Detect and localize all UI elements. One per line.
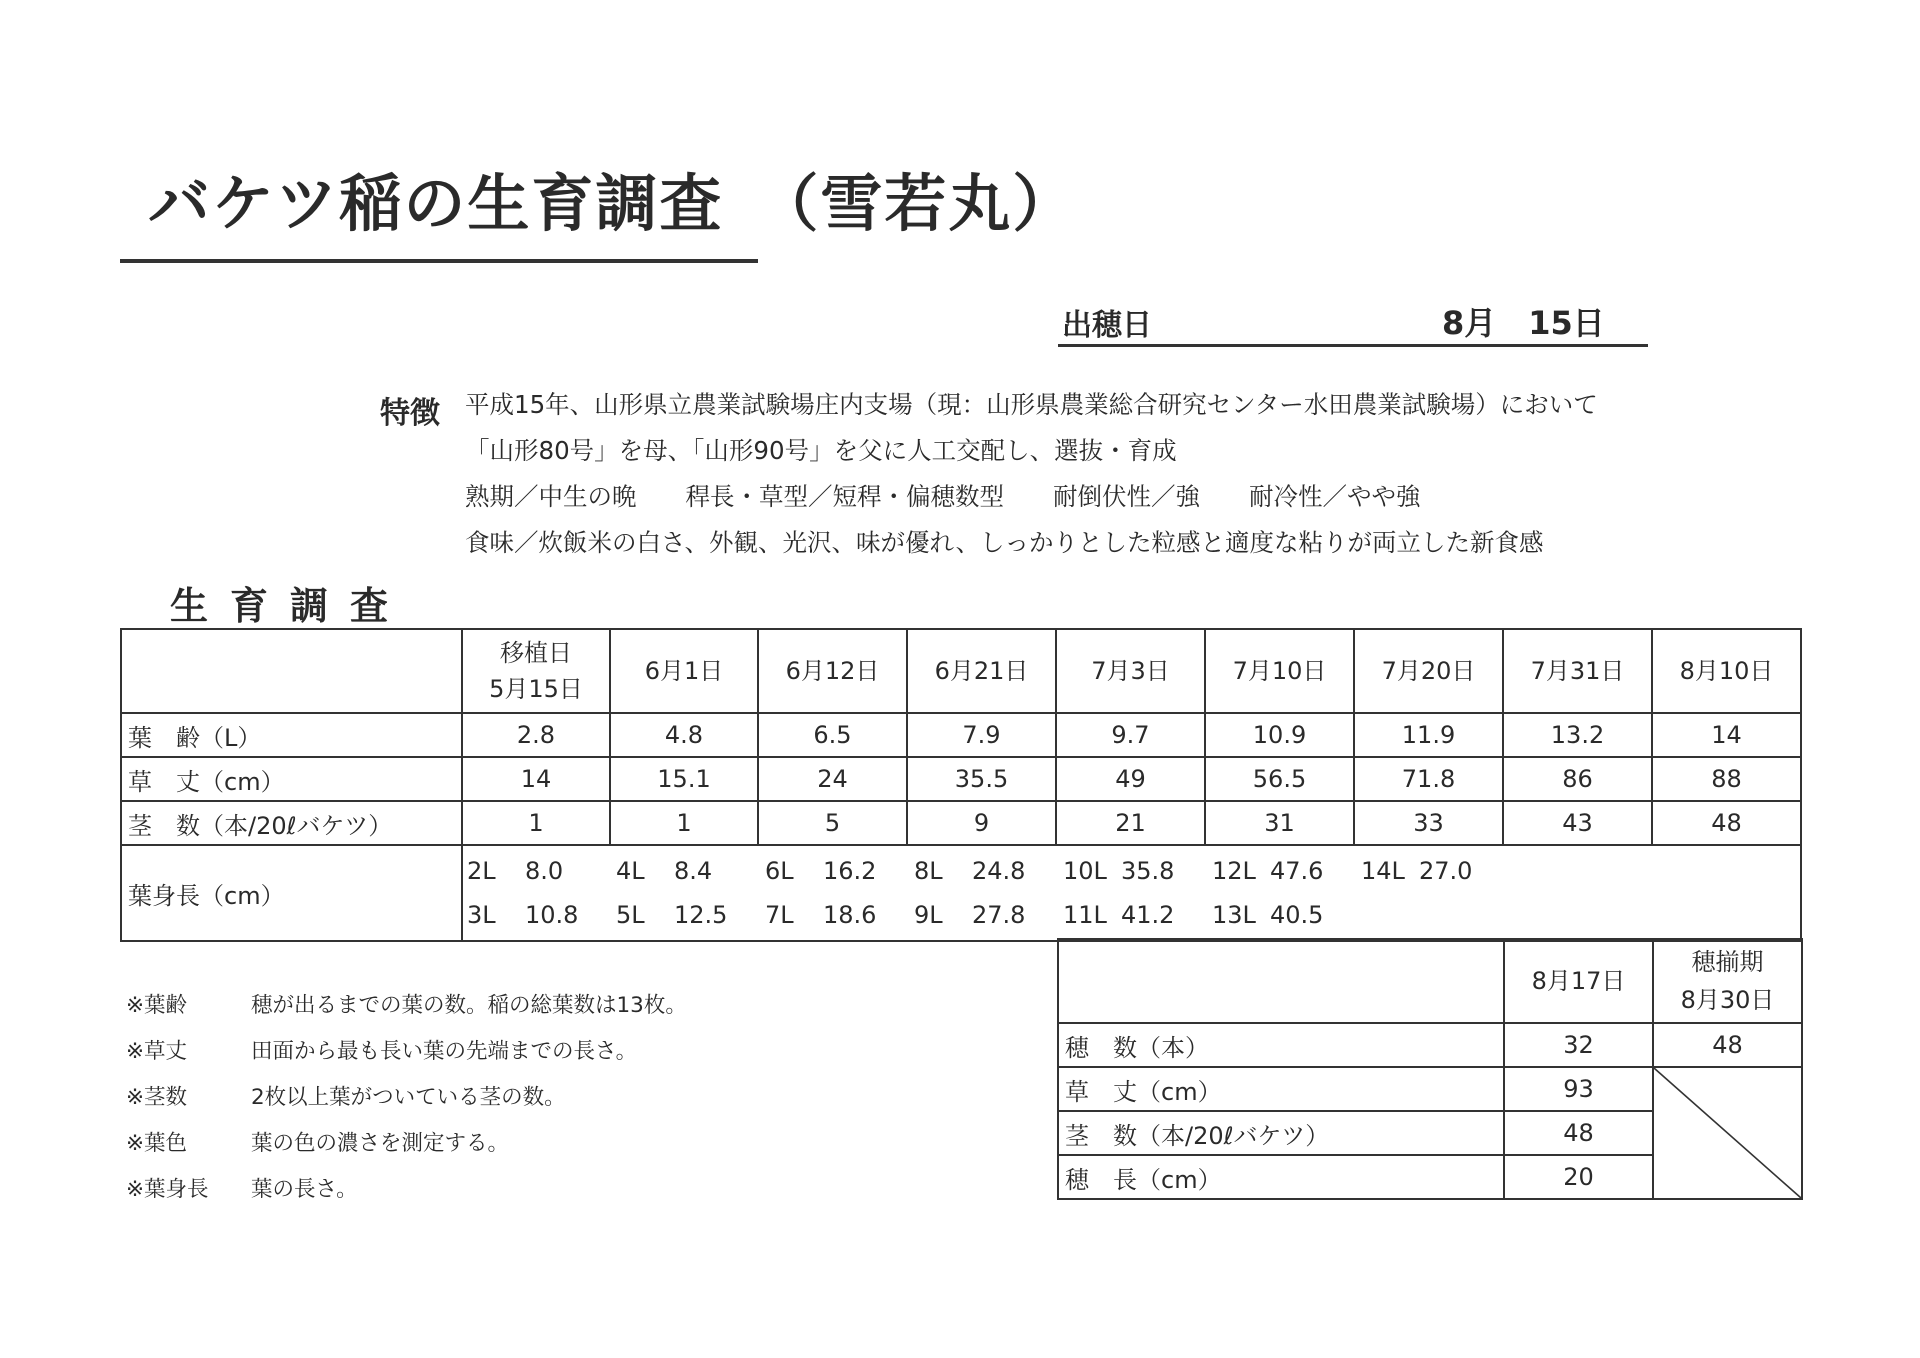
- leaf-length-cell: 8L 24.8: [914, 857, 1026, 885]
- row-label: 穂 長（cm）: [1058, 1155, 1504, 1199]
- header-cell: 8月17日: [1504, 939, 1653, 1023]
- feature-line: 熟期／中生の晩 稈長・草型／短稈・偏穂数型 耐倒伏性／強 耐冷性／やや強: [465, 482, 1421, 511]
- table-cell: 48: [1653, 1023, 1802, 1067]
- table-cell: 1: [462, 801, 610, 845]
- page-title: バケツ稲の生育調査 （雪若丸）: [148, 167, 1077, 240]
- table-cell: 43: [1503, 801, 1652, 845]
- feature-line: 平成15年、山形県立農業試験場庄内支場（現：山形県農業総合研究センター水田農業試験場）において: [465, 390, 1598, 419]
- leaf-length-cell: 11L 41.2: [1063, 901, 1175, 929]
- leaf-length-cell: 5L 12.5: [616, 901, 728, 929]
- leaf-length-row: [467, 893, 1800, 937]
- note-key: ※草丈: [126, 1038, 188, 1064]
- row-label: 茎 数（本/20ℓバケツ）: [121, 801, 462, 845]
- leaf-length-row: [467, 849, 1800, 893]
- table-cell: 9.7: [1056, 713, 1205, 757]
- note-text: 2枚以上葉がついている茎の数。: [251, 1084, 566, 1110]
- row-label: 草 丈（cm）: [121, 757, 462, 801]
- header-cell: 7月3日: [1056, 629, 1205, 713]
- table-cell: 31: [1205, 801, 1354, 845]
- table-row: [121, 757, 1801, 801]
- note-text: 葉の色の濃さを測定する。: [251, 1130, 510, 1156]
- table-cell: 93: [1504, 1067, 1653, 1111]
- empty-diagonal-cell: [1653, 1067, 1802, 1199]
- growth-table: [120, 628, 1802, 846]
- table-cell: 86: [1503, 757, 1652, 801]
- table-row: [121, 801, 1801, 845]
- table-cell: 13.2: [1503, 713, 1652, 757]
- leaf-length-cell: 2L 8.0: [467, 857, 564, 885]
- header-cell: 移植日 5月15日: [462, 629, 610, 713]
- note-item: [126, 1072, 687, 1118]
- leaf-length-cell: 9L 27.8: [914, 901, 1026, 929]
- table-cell: 49: [1056, 757, 1205, 801]
- table-cell: 4.8: [610, 713, 758, 757]
- title-underline: [120, 259, 758, 263]
- note-text: 田面から最も長い葉の先端までの長さ。: [251, 1038, 638, 1064]
- notes: [126, 980, 687, 1210]
- table-cell: 14: [462, 757, 610, 801]
- table-cell: 1: [610, 801, 758, 845]
- header-cell: 6月12日: [758, 629, 907, 713]
- table-cell: 20: [1504, 1155, 1653, 1199]
- note-key: ※葉身長: [126, 1176, 209, 1202]
- header-cell: 7月10日: [1205, 629, 1354, 713]
- section-title: 生育調査: [170, 584, 411, 628]
- heading-date-label: 出穂日: [1062, 308, 1152, 343]
- table-row: [121, 713, 1801, 757]
- heading-date: [1062, 300, 1648, 348]
- table-cell: 7.9: [907, 713, 1056, 757]
- row-label: 草 丈（cm）: [1058, 1067, 1504, 1111]
- note-key: ※葉齢: [126, 992, 188, 1018]
- leaf-length-cell: 14L 27.0: [1361, 857, 1473, 885]
- table-cell: 24: [758, 757, 907, 801]
- table-cell: 33: [1354, 801, 1503, 845]
- header-corner: [121, 629, 462, 713]
- table-row: [1058, 1023, 1802, 1067]
- row-label: 茎 数（本/20ℓバケツ）: [1058, 1111, 1504, 1155]
- note-item: [126, 1026, 687, 1072]
- table-cell: 35.5: [907, 757, 1056, 801]
- table-header-row: [121, 629, 1801, 713]
- leaf-length-cell: 3L 10.8: [467, 901, 579, 929]
- note-text: 葉の長さ。: [251, 1176, 358, 1202]
- leaf-length-values: [462, 845, 1801, 941]
- note-item: [126, 1118, 687, 1164]
- table-cell: 88: [1652, 757, 1801, 801]
- note-key: ※葉色: [126, 1130, 188, 1156]
- table-cell: 11.9: [1354, 713, 1503, 757]
- table-cell: 2.8: [462, 713, 610, 757]
- header-cell: 6月21日: [907, 629, 1056, 713]
- header-cell: 7月31日: [1503, 629, 1652, 713]
- header-corner: [1058, 939, 1504, 1023]
- features-text: [465, 382, 1598, 566]
- note-key: ※茎数: [126, 1084, 188, 1110]
- table-cell: 56.5: [1205, 757, 1354, 801]
- table-cell: 9: [907, 801, 1056, 845]
- table-cell: 21: [1056, 801, 1205, 845]
- heading-date-value: 8月 15日: [1442, 304, 1605, 342]
- header-cell: 7月20日: [1354, 629, 1503, 713]
- row-label: 穂 数（本）: [1058, 1023, 1504, 1067]
- row-label: 葉 齢（L）: [121, 713, 462, 757]
- table-cell: 5: [758, 801, 907, 845]
- table-cell: 10.9: [1205, 713, 1354, 757]
- leaf-length-cell: 10L 35.8: [1063, 857, 1175, 885]
- note-item: [126, 1164, 687, 1210]
- leaf-length-cell: 7L 18.6: [765, 901, 877, 929]
- note-item: [126, 980, 687, 1026]
- table-cell: 48: [1504, 1111, 1653, 1155]
- table-cell: 14: [1652, 713, 1801, 757]
- table-cell: 6.5: [758, 713, 907, 757]
- row-label: 葉身長（cm）: [121, 845, 462, 941]
- header-cell: 6月1日: [610, 629, 758, 713]
- diagonal-line: [1654, 1068, 1801, 1198]
- table-cell: 32: [1504, 1023, 1653, 1067]
- table-cell: 48: [1652, 801, 1801, 845]
- leaf-length-table: [120, 844, 1802, 942]
- heading-date-underline: [1058, 344, 1648, 347]
- heading-table: [1057, 938, 1803, 1200]
- leaf-length-cell: 4L 8.4: [616, 857, 713, 885]
- header-cell: 8月10日: [1652, 629, 1801, 713]
- feature-line: 「山形80号」を母、「山形90号」を父に人工交配し、選抜・育成: [465, 436, 1177, 465]
- table-cell: 15.1: [610, 757, 758, 801]
- feature-line: 食味／炊飯米の白さ、外観、光沢、味が優れ、しっかりとした粒感と適度な粘りが両立した新食感: [465, 528, 1544, 557]
- features-label: 特徴: [380, 396, 440, 431]
- leaf-length-cell: 12L 47.6: [1212, 857, 1324, 885]
- table-cell: 71.8: [1354, 757, 1503, 801]
- leaf-length-cell: 13L 40.5: [1212, 901, 1324, 929]
- note-text: 穂が出るまでの葉の数。稲の総葉数は13枚。: [251, 992, 687, 1018]
- header-cell: 穂揃期 8月30日: [1653, 939, 1802, 1023]
- table-header-row: [1058, 939, 1802, 1023]
- table-row: [1058, 1067, 1802, 1111]
- leaf-length-cell: 6L 16.2: [765, 857, 877, 885]
- table-row: [121, 845, 1801, 941]
